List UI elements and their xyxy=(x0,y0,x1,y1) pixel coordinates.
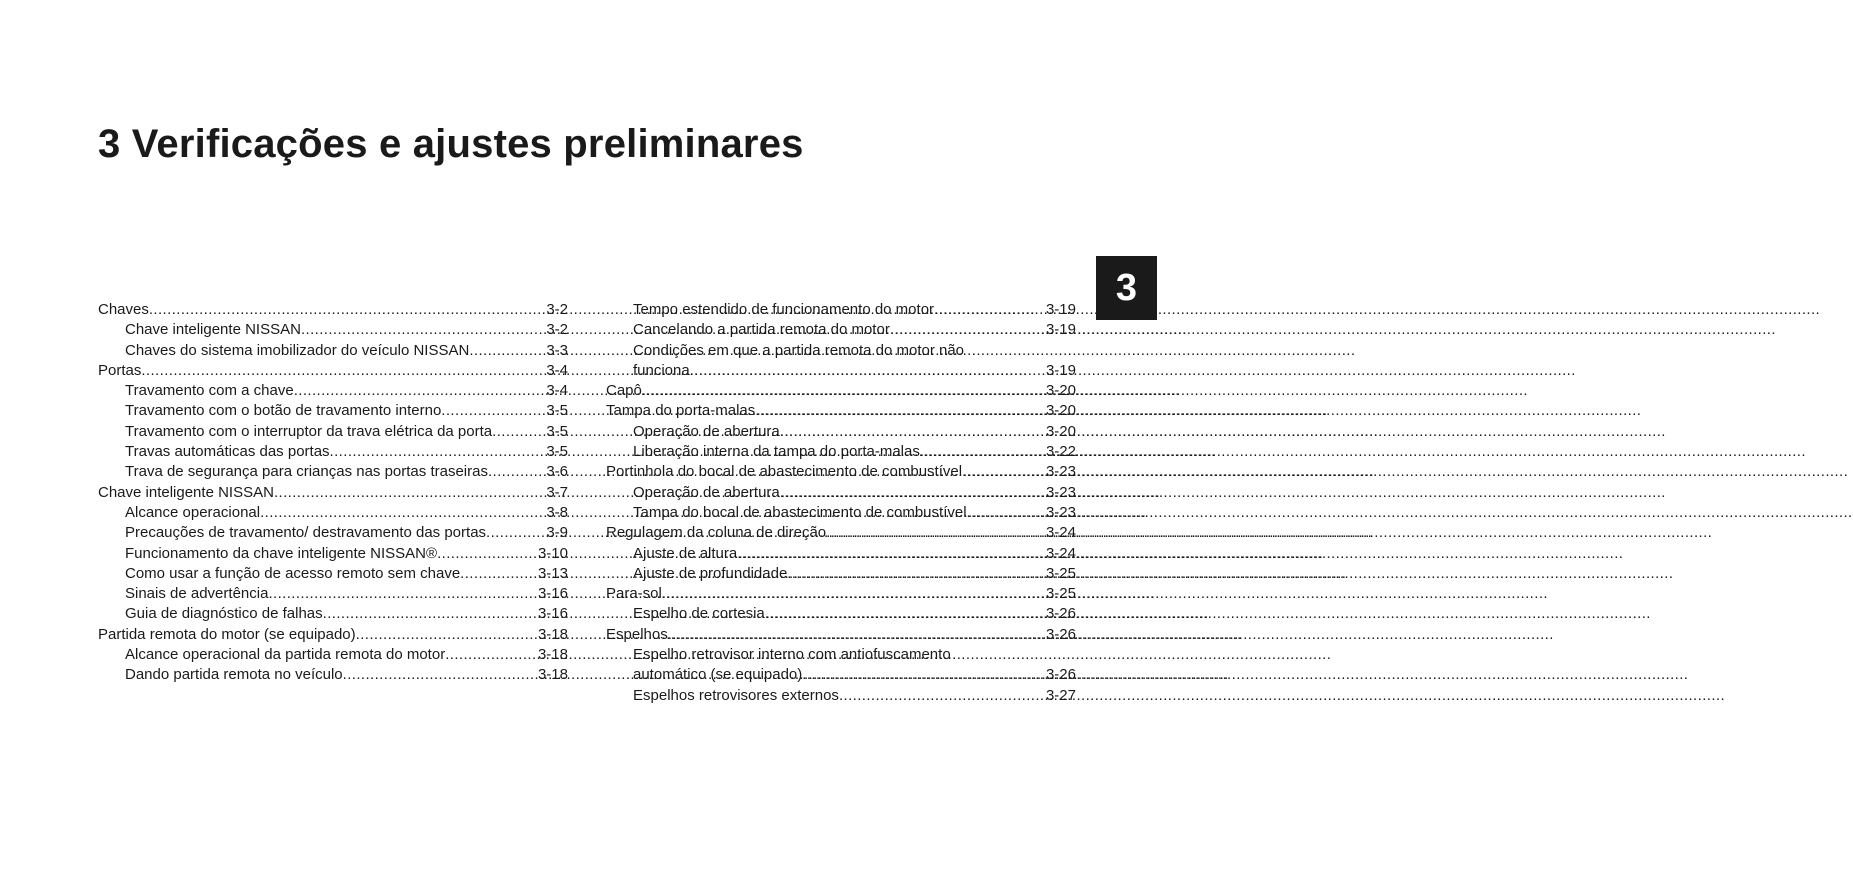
toc-page-number: 3-8 xyxy=(546,503,568,521)
toc-entry[interactable] xyxy=(606,584,1076,604)
toc-entry-title: Operação de abertura xyxy=(633,422,780,440)
toc-subentry[interactable] xyxy=(98,422,568,442)
toc-entry-title: Liberação interna da tampa do porta-malas xyxy=(633,443,920,461)
dot-leader xyxy=(445,645,538,665)
chapter-title: 3 Verificações e ajustes preliminares xyxy=(98,122,804,166)
toc-row xyxy=(125,523,568,543)
dot-leader xyxy=(294,381,547,401)
toc-row xyxy=(125,564,568,584)
toc-row xyxy=(606,401,1076,421)
dot-leader xyxy=(920,442,1046,462)
toc-subentry[interactable] xyxy=(606,361,1076,381)
dot-leader xyxy=(492,422,546,442)
toc-subentry[interactable] xyxy=(606,442,1076,462)
toc-row xyxy=(125,462,568,482)
toc-entry-title: Alcance operacional xyxy=(125,503,261,521)
toc-subentry[interactable] xyxy=(98,544,568,564)
toc-row xyxy=(633,361,1076,381)
toc-row xyxy=(606,584,1076,604)
toc-page-number: 3-6 xyxy=(546,463,568,481)
toc-entry[interactable] xyxy=(98,361,568,381)
toc-page-number: 3-2 xyxy=(546,321,568,339)
toc-row xyxy=(633,503,1076,523)
toc-subentry[interactable] xyxy=(606,564,1076,584)
toc-row xyxy=(633,564,1076,584)
toc-entry[interactable] xyxy=(606,381,1076,401)
dot-leader xyxy=(890,320,1046,340)
toc-page-number: 3-19 xyxy=(1045,301,1076,318)
toc-entry[interactable] xyxy=(606,625,1076,645)
dot-leader xyxy=(765,604,1046,624)
toc-entry-title: Dando partida remota no veículo xyxy=(125,666,343,684)
toc-subentry[interactable] xyxy=(98,341,568,361)
toc-row xyxy=(125,645,568,665)
toc-entry-title: funciona xyxy=(633,361,690,379)
dot-leader xyxy=(274,483,546,503)
toc-page-number: 3-19 xyxy=(1045,321,1076,339)
toc-row xyxy=(98,300,568,320)
toc-page-number: 3-16 xyxy=(537,585,568,603)
toc-row xyxy=(633,300,1076,320)
dot-leader xyxy=(330,442,547,462)
toc-entry[interactable] xyxy=(98,625,568,645)
toc-subentry[interactable] xyxy=(98,564,568,584)
toc-entry-title: Chave inteligente NISSAN xyxy=(125,321,301,339)
toc-entry-title: Trava de segurança para crianças nas portas traseiras xyxy=(125,463,488,481)
toc-page-number: 3-26 xyxy=(1045,625,1076,643)
toc-entry-title: automático (se equipado) xyxy=(633,666,803,684)
toc-page-number: 3-18 xyxy=(537,646,568,664)
toc-page-number: 3-24 xyxy=(1045,544,1076,562)
toc-subentry[interactable] xyxy=(98,523,568,543)
toc-entry-title: Tampa do bocal de abastecimento de combustível xyxy=(633,503,967,521)
toc-page-number: 3-20 xyxy=(1045,382,1076,400)
dot-leader xyxy=(149,300,546,320)
toc-page-number: 3-3 xyxy=(546,341,568,359)
toc-entry-title: Cancelando a partida remota do motor xyxy=(633,321,890,339)
toc-subentry[interactable] xyxy=(606,341,1076,361)
toc-entry-title: Para-sol xyxy=(606,585,662,603)
toc-row xyxy=(125,341,568,361)
toc-subentry[interactable] xyxy=(98,503,568,523)
toc-subentry[interactable] xyxy=(606,544,1076,564)
toc-entry-title: Funcionamento da chave inteligente NISSAN® xyxy=(125,544,438,562)
toc-entry-title: Chaves do sistema imobilizador do veículo NISSAN xyxy=(125,341,470,359)
dot-leader xyxy=(260,503,546,523)
toc-subentry[interactable] xyxy=(606,665,1076,685)
toc-entry-title: Espelhos xyxy=(606,625,668,643)
toc-page-number: 3-23 xyxy=(1045,503,1076,521)
dot-leader xyxy=(839,686,1046,706)
toc-page-number: 3-25 xyxy=(1045,564,1076,582)
toc-entry-title: Travamento com a chave xyxy=(125,382,294,400)
toc-page-number: 3-4 xyxy=(546,361,568,379)
dot-leader xyxy=(301,320,546,340)
toc-entry-title: Sinais de advertência xyxy=(125,585,269,603)
toc-entry[interactable] xyxy=(606,462,1076,482)
dot-leader xyxy=(488,462,546,482)
dot-leader xyxy=(826,523,1046,543)
toc-row xyxy=(633,686,1076,706)
toc-page-number: 3-4 xyxy=(546,382,568,400)
toc-entry-title: Regulagem da coluna de direção xyxy=(606,524,827,542)
toc-right-column xyxy=(606,300,1076,706)
toc-subentry[interactable] xyxy=(98,462,568,482)
toc-entry-title: Como usar a função de acesso remoto sem chave xyxy=(125,564,461,582)
dot-leader xyxy=(642,381,1046,401)
toc-subentry[interactable] xyxy=(606,503,1076,523)
toc-row xyxy=(633,604,1076,624)
toc-page-number: 3-7 xyxy=(546,483,568,501)
toc-page-number: 3-22 xyxy=(1045,443,1076,461)
toc-page-number: 3-9 xyxy=(546,524,568,542)
dot-leader xyxy=(737,544,1046,564)
toc-row xyxy=(633,442,1076,462)
toc-subentry[interactable] xyxy=(606,483,1076,503)
toc-row xyxy=(125,584,568,604)
toc-page-number: 3-18 xyxy=(537,625,568,643)
toc-row xyxy=(125,422,568,442)
dot-leader xyxy=(690,361,1046,381)
toc-row xyxy=(125,320,568,340)
toc-page-number: 3-13 xyxy=(537,564,568,582)
toc-subentry[interactable] xyxy=(98,665,568,685)
dot-leader xyxy=(962,462,1046,482)
toc-page-number: 3-5 xyxy=(546,443,568,461)
toc-row xyxy=(633,544,1076,564)
toc-page-number: 3-27 xyxy=(1045,686,1076,704)
toc-entry-title: Espelho retrovisor interno com antiofuscamento xyxy=(633,646,951,664)
dot-leader xyxy=(668,625,1046,645)
toc-subentry[interactable] xyxy=(98,584,568,604)
toc-entry-title: Travas automáticas das portas xyxy=(125,443,330,461)
toc-page-number: 3-26 xyxy=(1045,666,1076,684)
toc-entry-title: Espelhos retrovisores externos xyxy=(633,686,839,704)
toc-entry-title: Operação de abertura xyxy=(633,483,780,501)
toc-row xyxy=(633,422,1076,442)
toc-subentry[interactable] xyxy=(606,422,1076,442)
toc-page-number: 3-18 xyxy=(537,666,568,684)
toc-entry-title: Ajuste de altura xyxy=(633,544,738,562)
toc-entry-title: Portinhola do bocal de abastecimento de combustível xyxy=(606,463,963,481)
toc-subentry[interactable] xyxy=(606,320,1076,340)
dot-leader xyxy=(755,401,1046,421)
dot-leader xyxy=(787,564,1046,584)
toc-subentry[interactable] xyxy=(606,604,1076,624)
dot-leader xyxy=(469,341,546,361)
toc-row xyxy=(633,483,1076,503)
toc-page-number: 3-20 xyxy=(1045,422,1076,440)
toc-row xyxy=(606,625,1076,645)
toc-page-number: 3-5 xyxy=(546,422,568,440)
toc-entry[interactable] xyxy=(606,401,1076,421)
toc-row xyxy=(125,665,568,685)
toc-row xyxy=(98,483,568,503)
toc-page-number: 3-16 xyxy=(537,605,568,623)
toc-page-number: 3-24 xyxy=(1045,524,1076,542)
toc-page-number: 3-26 xyxy=(1045,605,1076,623)
toc-entry-title: Guia de diagnóstico de falhas xyxy=(125,605,323,623)
toc-subentry[interactable] xyxy=(98,604,568,624)
toc-row xyxy=(125,401,568,421)
dot-leader xyxy=(780,483,1046,503)
toc-row xyxy=(125,544,568,564)
dot-leader xyxy=(437,544,538,564)
toc-page-number: 3-25 xyxy=(1045,585,1076,603)
toc-page-number: 3-23 xyxy=(1045,463,1076,481)
toc-subentry[interactable] xyxy=(606,686,1076,706)
toc-row xyxy=(98,361,568,381)
toc-subentry[interactable] xyxy=(98,320,568,340)
dot-leader xyxy=(967,503,1046,523)
toc-row xyxy=(633,665,1076,685)
dot-leader xyxy=(662,584,1046,604)
toc-page-number: 3-19 xyxy=(1045,361,1076,379)
toc-row xyxy=(125,381,568,401)
dot-leader xyxy=(356,625,538,645)
toc-row xyxy=(633,341,1076,361)
toc-entry-title: Chave inteligente NISSAN xyxy=(98,483,274,501)
dot-leader xyxy=(441,401,546,421)
dot-leader xyxy=(141,361,546,381)
toc-row xyxy=(125,442,568,462)
toc-page-number: 3-10 xyxy=(537,544,568,562)
toc-row xyxy=(98,625,568,645)
toc-row xyxy=(633,320,1076,340)
toc-page-number: 3-23 xyxy=(1045,483,1076,501)
toc-entry-title: Tempo estendido de funcionamento do motor xyxy=(633,301,935,318)
toc-subentry[interactable] xyxy=(98,442,568,462)
toc-subentry[interactable] xyxy=(98,401,568,421)
dot-leader xyxy=(460,564,538,584)
toc-entry-title: Condições em que a partida remota do motor não xyxy=(633,341,965,359)
toc-entry[interactable] xyxy=(98,483,568,503)
toc-entry-title: Partida remota do motor (se equipado) xyxy=(98,625,356,643)
toc-row xyxy=(606,462,1076,482)
toc-page-number: 3-2 xyxy=(546,301,568,318)
toc-entry-title: Capô xyxy=(606,382,642,400)
toc-entry-title: Travamento com o botão de travamento interno xyxy=(125,402,442,420)
toc-entry-title: Alcance operacional da partida remota do motor xyxy=(125,646,446,664)
dot-leader xyxy=(934,300,1046,320)
toc-row xyxy=(125,604,568,624)
dot-leader xyxy=(323,604,538,624)
toc-row xyxy=(606,381,1076,401)
toc-row xyxy=(606,523,1076,543)
toc-entry-title: Portas xyxy=(98,361,142,379)
toc-entry-title: Ajuste de profundidade xyxy=(633,564,788,582)
toc-entry-title: Precauções de travamento/ destravamento das portas xyxy=(125,524,487,542)
toc-entry-title: Espelho de cortesia xyxy=(633,605,765,623)
toc-left-column xyxy=(98,300,568,686)
toc-subentry[interactable] xyxy=(606,300,1076,320)
dot-leader xyxy=(343,665,538,685)
toc-entry-title: Tampa do porta-malas xyxy=(606,402,756,420)
dot-leader xyxy=(268,584,538,604)
toc-page-number: 3-20 xyxy=(1045,402,1076,420)
toc-subentry[interactable] xyxy=(98,645,568,665)
chapter-tab: 3 xyxy=(1096,256,1157,320)
toc-row xyxy=(125,503,568,523)
dot-leader xyxy=(802,665,1046,685)
toc-entry-title: Chaves xyxy=(98,301,149,318)
toc-subentry[interactable] xyxy=(98,381,568,401)
toc-subentry[interactable] xyxy=(606,645,1076,665)
toc-row xyxy=(633,645,1076,665)
toc-entry[interactable] xyxy=(606,523,1076,543)
toc-entry[interactable] xyxy=(98,300,568,320)
dot-leader xyxy=(486,523,546,543)
toc-page-number: 3-5 xyxy=(546,402,568,420)
dot-leader xyxy=(780,422,1046,442)
toc-entry-title: Travamento com o interruptor da trava elétrica da porta xyxy=(125,422,493,440)
